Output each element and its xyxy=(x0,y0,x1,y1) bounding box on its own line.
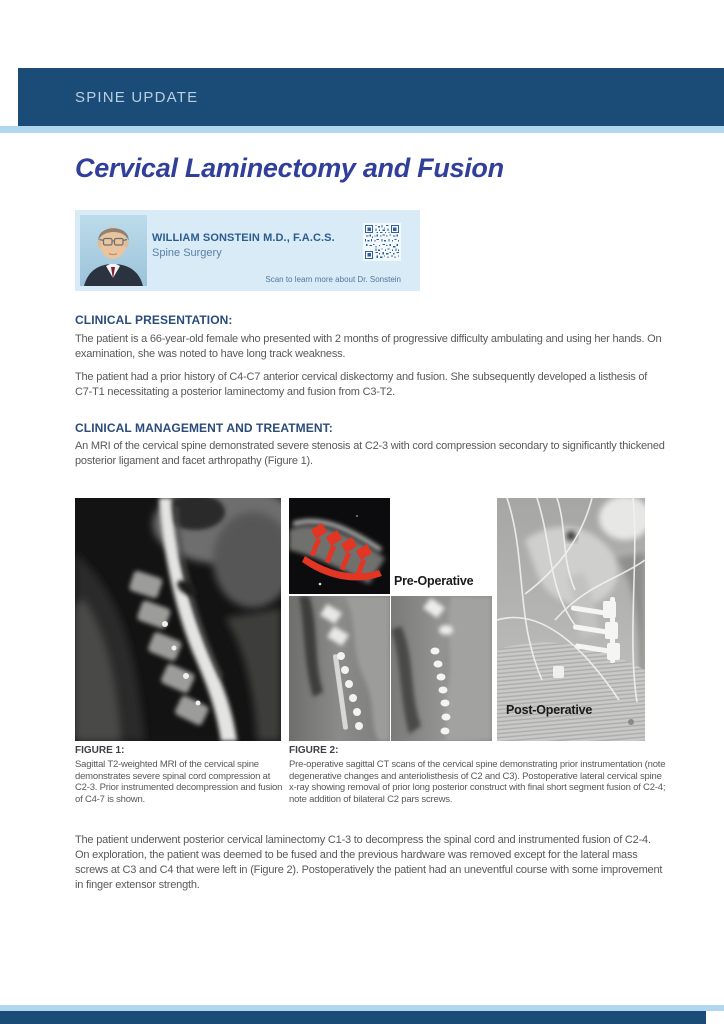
pre-operative-label: Pre-Operative xyxy=(394,574,474,588)
figure2-caption-heading: FIGURE 2: xyxy=(289,745,339,756)
header-kicker: SPINE UPDATE xyxy=(75,88,199,106)
doctor-name: WILLIAM SONSTEIN M.D., F.A.C.S. xyxy=(152,232,335,244)
figure1-caption-heading: FIGURE 1: xyxy=(75,745,125,756)
qr-code xyxy=(363,223,401,261)
page-title: Cervical Laminectomy and Fusion xyxy=(75,153,504,183)
qr-caption: Scan to learn more about Dr. Sonstein xyxy=(265,275,401,284)
doctor-specialty: Spine Surgery xyxy=(152,247,222,259)
figure1-mri-image xyxy=(75,498,281,741)
section-heading-clinical-management: CLINICAL MANAGEMENT AND TREATMENT: xyxy=(75,421,333,435)
figure2-caption-block xyxy=(289,745,671,805)
clinical-presentation-paragraph-1: The patient is a 66-year-old female who presented with 2 months of progressive difficulty ambulating and using her hands. On examination, she was noted to have long track weakness. xyxy=(75,333,662,360)
section-heading-clinical-presentation: CLINICAL PRESENTATION: xyxy=(75,313,233,327)
clinical-management-paragraph-1: An MRI of the cervical spine demonstrated severe stenosis at C2-3 with cord compression secondary to significantly thickened posterior ligament and facet arthropathy (Figure 1). xyxy=(75,440,665,467)
header-bar xyxy=(18,68,724,126)
header-accent-strip xyxy=(0,126,724,133)
figure2-preop-overlay-image xyxy=(289,498,390,594)
post-operative-label: Post-Operative xyxy=(506,703,593,717)
figure2-ct-scan-left-image xyxy=(289,596,390,741)
figure2-caption-text: Pre-operative sagittal CT scans of the cervical spine demonstrating prior instrumentation (note degenerative changes and anteriolisthesis of C2 and C3). Postoperative lateral cervical spine x-ray showing removal of prior long posterior construct with final short segment fusion of C2-4; note addition of bilateral C2 pars screws. xyxy=(289,759,666,805)
footer-bar xyxy=(0,1011,706,1024)
closing-paragraph: The patient underwent posterior cervical laminectomy C1-3 to decompress the spinal cord and instrumented fusion of C2-4. On exploration, the patient was deemed to be fused and the previous hardware was removed except for the lateral mass screws at C3 and C4 that were left in (Figure 2). Postoperatively the patient had an uneventful course with some improvement in finger extensor strength. xyxy=(75,834,663,891)
qr-code-image xyxy=(365,225,399,259)
doctor-card xyxy=(75,210,420,291)
clinical-presentation-paragraph-2: The patient had a prior history of C4-C7 anterior cervical diskectomy and fusion. She subsequently developed a listhesis of C7-T1 necessitating a posterior laminectomy and fusion from C3-T2. xyxy=(75,371,648,398)
figure2-ct-scan-right-image xyxy=(391,596,492,741)
figure1-caption-text: Sagittal T2-weighted MRI of the cervical spine demonstrates severe spinal cord compression at C2-3. Prior instrumented decompression and fusion of C4-7 is shown. xyxy=(75,759,283,805)
doctor-portrait-photo xyxy=(80,215,147,286)
figure1-caption-block xyxy=(75,745,283,805)
doctor-portrait-image xyxy=(80,215,147,286)
